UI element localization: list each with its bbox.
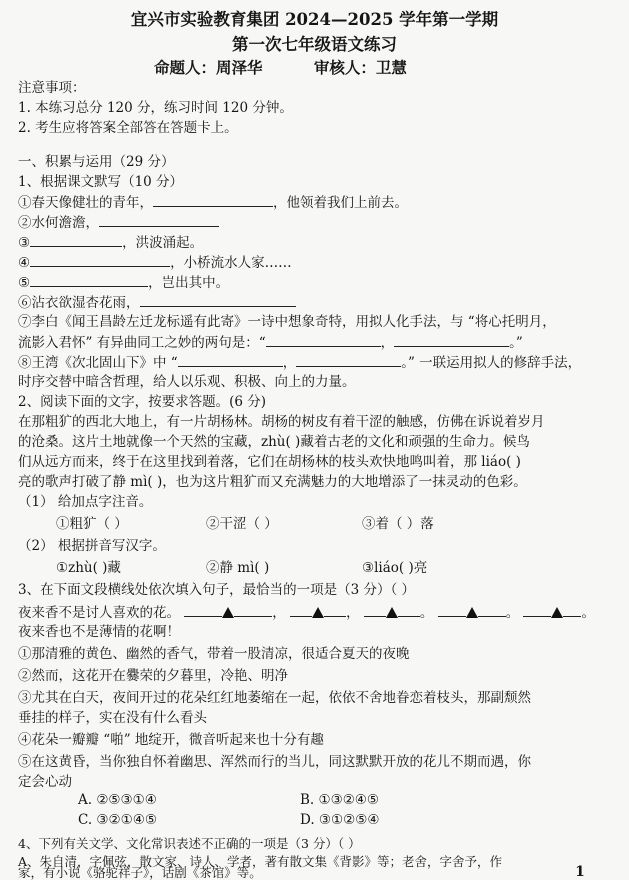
q1-item-7-text-d: 。” bbox=[509, 335, 523, 351]
q1-item-6 bbox=[18, 292, 618, 313]
q1-item-7-text-b: 流影入君怀” 有异曲同工之妙的两句是：“ bbox=[18, 335, 266, 351]
q2-sub-1-c: ③着（ ）落 bbox=[362, 516, 434, 532]
q3-choice-d: D. ③①②⑤④ bbox=[300, 812, 380, 828]
notes-heading: 注意事项： bbox=[18, 80, 86, 96]
answer-blank bbox=[266, 332, 381, 347]
q1-item-3-text-a: ③ bbox=[18, 235, 31, 251]
exam-staff bbox=[140, 56, 560, 78]
q1-item-8a bbox=[18, 352, 618, 373]
answer-blank bbox=[290, 602, 312, 617]
triangle-icon bbox=[386, 607, 398, 618]
q4-option-a-line-1: A、朱自清，字佩弦，散文家、诗人、学者，著有散文集《背影》等；老舍，字舍予，作 bbox=[18, 854, 503, 869]
q1-item-5-text-b: ，岂出其中。 bbox=[148, 275, 230, 291]
answer-blank bbox=[398, 602, 420, 617]
triangle-icon bbox=[551, 607, 563, 618]
author-line: 命题人：周泽华 bbox=[154, 58, 263, 77]
q1-item-7a: ⑦李白《闻王昌龄左迁龙标遥有此寄》一诗中想象奇特，用拟人化手法，与 “将心托明月， bbox=[18, 314, 556, 330]
answer-blank bbox=[140, 292, 296, 307]
q1-item-8-text-a: ⑧王湾《次北固山下》中 “ bbox=[18, 355, 178, 371]
q3-option-5a: ⑤在这黄昏，当你独自怀着幽思、浑然而行的当儿，同这默默开放的花儿不期而遇，你 bbox=[18, 754, 531, 770]
q1-item-6-text: ⑥沾衣欲湿杏花雨， bbox=[18, 295, 140, 311]
answer-blank bbox=[364, 602, 386, 617]
q3-option-3a: ③尤其在白天，夜间开过的花朵红红地萎缩在一起，依依不舍地眷恋着枝头，那副颓然 bbox=[18, 690, 531, 706]
answer-blank bbox=[30, 252, 170, 267]
answer-blank bbox=[99, 212, 219, 227]
q3-option-5b: 定会心动 bbox=[18, 774, 72, 790]
note-2: 2. 考生应将答案全部答在答题卡上。 bbox=[18, 120, 238, 136]
q3-tail: 夜来香也不是薄情的花啊！ bbox=[18, 624, 180, 640]
q1-item-8b: 时序交替中暗含哲理，给人以乐观、积极、向上的力量。 bbox=[18, 374, 356, 390]
q1-item-5-text-a: ⑤ bbox=[18, 275, 31, 291]
q1-item-4-text-b: ，小桥流水人家…… bbox=[170, 255, 292, 271]
q2-passage-2: 的沧桑。这片土地就像一个天然的宝藏，zhù( )藏着古老的文化和顽强的生命力。候鸟 bbox=[18, 434, 530, 450]
answer-blank bbox=[438, 602, 466, 617]
answer-blank bbox=[478, 602, 506, 617]
q2-sub-2: （2） 根据拼音写汉字。 bbox=[18, 538, 166, 554]
q4-title: 4、下列有关文学、文化常识表述不正确的一项是（3 分）（ ） bbox=[18, 836, 361, 851]
answer-blank bbox=[30, 272, 148, 287]
q1-item-8-text-b: ， bbox=[282, 355, 297, 371]
page-number: 1 bbox=[575, 864, 585, 880]
q3-option-3b: 垂挂的样子，实在没有什么看头 bbox=[18, 710, 207, 726]
q1-item-3-text-b: ，洪波涌起。 bbox=[122, 235, 204, 251]
q1-item-4 bbox=[18, 252, 618, 273]
q1-item-2 bbox=[18, 212, 618, 233]
triangle-icon bbox=[466, 607, 478, 618]
q1-item-1-text-b: ，他领着我们上前去。 bbox=[273, 195, 408, 211]
q1-title: 1、根据课文默写（10 分） bbox=[18, 174, 184, 190]
q1-item-2-text: ②水何澹澹， bbox=[18, 215, 99, 231]
q2-sub-1-b: ②干涩（ ） bbox=[206, 516, 278, 532]
answer-blank bbox=[30, 232, 122, 247]
answer-blank bbox=[184, 602, 222, 617]
q1-item-1 bbox=[18, 192, 618, 213]
q2-passage-4: 亮的歌声打破了静 mì( )，也为这片粗犷而又充满魅力的大地增添了一抹灵动的色彩。 bbox=[18, 474, 527, 490]
q1-item-1-text-a: ①春天像健壮的青年， bbox=[18, 195, 153, 211]
q2-sub-1-a: ①粗犷（ ） bbox=[56, 516, 128, 532]
q2-passage-3: 们从远方而来，终于在这里找到着落，它们在胡杨林的枝头欢快地鸣叫着，那 liáo( ) bbox=[18, 454, 521, 470]
q3-passage: 夜来香不是讨人喜欢的花。 ， ， 。 。 。 bbox=[18, 602, 618, 623]
q2-sub-1: （1） 给加点字注音。 bbox=[18, 494, 153, 510]
q2-sub-2-b: ②静 mì( ) bbox=[206, 560, 270, 576]
q2-sub-2-items bbox=[18, 558, 618, 578]
answer-blank bbox=[178, 352, 283, 367]
note-1: 1. 本练习总分 120 分，练习时间 120 分钟。 bbox=[18, 100, 293, 116]
answer-blank bbox=[234, 602, 272, 617]
q3-choice-a: A. ②⑤③①④ bbox=[78, 792, 157, 808]
answer-blank bbox=[296, 352, 401, 367]
section-heading: 一、积累与运用（29 分） bbox=[18, 154, 175, 170]
q1-item-3 bbox=[18, 232, 618, 253]
q2-title: 2、阅读下面的文字，按要求答题。(6 分) bbox=[18, 394, 267, 410]
triangle-icon bbox=[222, 607, 234, 618]
q2-passage-1: 在那粗犷的西北大地上，有一片胡杨林。胡杨的树皮有着干涩的触感，仿佛在诉说着岁月 bbox=[18, 414, 545, 430]
q3-option-2: ②然而，这花开在爨荣的夕暮里，冷艳、明净 bbox=[18, 668, 288, 684]
q1-item-5 bbox=[18, 272, 618, 293]
q3-option-1: ①那清雅的黄色、幽然的香气，带着一股清凉，很适合夏天的夜晚 bbox=[18, 646, 410, 662]
q3-title: 3、在下面文段横线处依次填入句子，最恰当的一项是（3 分）（ ） bbox=[18, 582, 416, 598]
answer-blank bbox=[153, 192, 273, 207]
reviewer-line: 审核人：卫慧 bbox=[313, 58, 407, 77]
q2-sub-2-a: ①zhù( )藏 bbox=[56, 560, 121, 576]
q1-item-4-text-a: ④ bbox=[18, 255, 31, 271]
q3-lead: 夜来香不是讨人喜欢的花。 bbox=[18, 605, 180, 621]
answer-blank bbox=[523, 602, 551, 617]
q1-item-7-text-c: ， bbox=[380, 335, 395, 351]
q2-sub-2-c: ③liáo( )亮 bbox=[362, 560, 428, 576]
exam-title: 宜兴市实验教育集团 2024—2025 学年第一学期 bbox=[130, 10, 499, 29]
q2-sub-1-items bbox=[18, 514, 618, 534]
q1-item-8-text-c: 。” 一联运用拟人的修辞手法， bbox=[401, 355, 582, 371]
q3-choice-c: C. ③②①④⑤ bbox=[78, 812, 157, 828]
q3-choice-b: B. ①③②④⑤ bbox=[300, 792, 380, 808]
answer-blank bbox=[563, 602, 581, 617]
exam-subtitle: 第一次七年级语文练习 bbox=[232, 35, 397, 54]
triangle-icon bbox=[312, 607, 324, 618]
answer-blank bbox=[324, 602, 346, 617]
q4-option-a-line-2: 家，有小说《骆驼祥子》，话剧《茶馆》等。 bbox=[18, 865, 262, 880]
q3-option-4: ④花朵一瓣瓣 “啪” 地绽开，微音听起来也十分有趣 bbox=[18, 732, 324, 748]
q1-item-7b bbox=[18, 332, 618, 353]
answer-blank bbox=[394, 332, 509, 347]
